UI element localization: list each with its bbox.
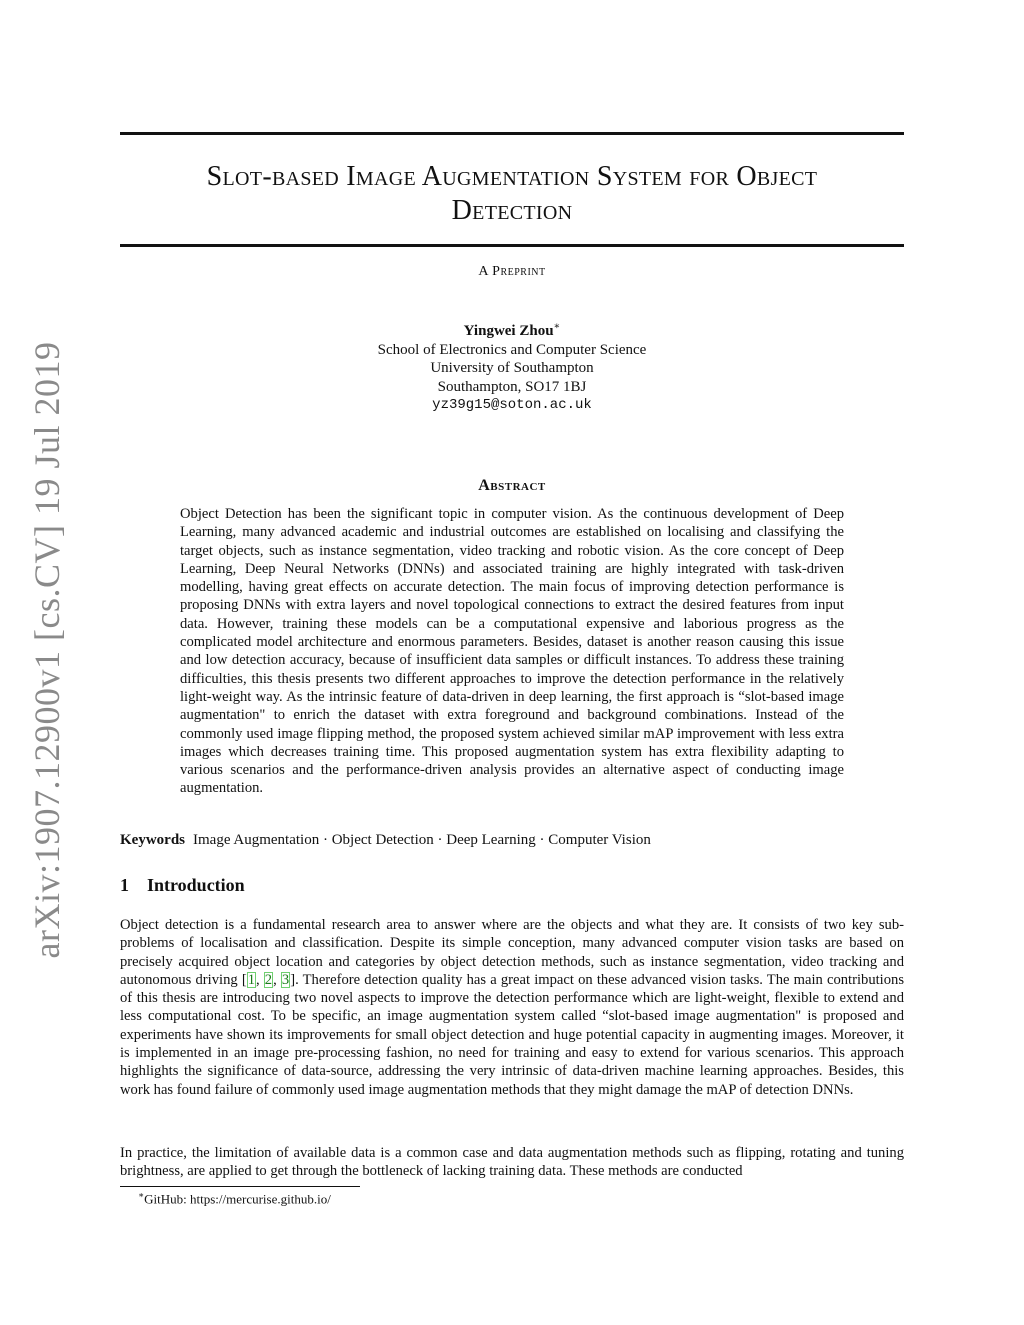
- footnote-rule: [120, 1186, 360, 1187]
- author-block: [120, 318, 904, 415]
- author-name: Yingwei Zhou: [463, 323, 554, 339]
- paper-title: [120, 160, 904, 228]
- author-department: School of Electronics and Computer Science: [377, 341, 647, 358]
- intro-p1-text-b: ]. Therefore detection quality has a great impact on these advanced vision tasks. The main contributions of this thesis are introducing two novel aspects to improve the detection performance which are light-weight, flexible to extend and less computational cost. To be specific, an image augmentation system called “slot-based image augmentation" is proposed and experiments have shown its improvements for small object detection and huge potential capacity in augmenting images. Moreover, it is implemented in an image pre-processing fashion, no need for training and easy to extend for various scenarios. This approach highlights the significance of data-source, addressing the very intrinsic of data-driven machine learning approaches. Besides, this work has found failure of commonly used image augmentation methods that they might damage the mAP of detection DNNs.: [120, 971, 904, 1098]
- intro-p1-text-a: Object detection is a fundamental research area to answer where are the objects and what they are. It consists of two key sub-problems of localisation and classification. Despite its simple conception, many advanced computer vision tasks are based on precisely acquired object location and categories by object detection methods, such as instance segmentation, video tracking and autonomous driving [: [120, 917, 904, 988]
- author-footnote-mark: ∗: [553, 321, 561, 332]
- keywords-text: Image Augmentation · Object Detection · Deep Learning · Computer Vision: [193, 832, 651, 848]
- abstract-heading: Abstract: [478, 477, 546, 494]
- citation-link-3[interactable]: 3: [281, 971, 290, 988]
- section-heading-introduction: [120, 875, 904, 896]
- section-number: 1: [120, 875, 129, 895]
- author-email[interactable]: yz39g15@soton.ac.uk: [432, 397, 592, 413]
- footnote-text[interactable]: GitHub: https://mercurise.github.io/: [144, 1191, 331, 1207]
- preprint-label: A Preprint: [478, 264, 546, 279]
- author-university: University of Southampton: [430, 360, 594, 376]
- intro-paragraph-2: In practice, the limitation of available data is a common case and data augmentation methods such as flipping, rotating and tuning brightness, are applied to get through the bottleneck of lacking training data. These methods are conducted: [120, 1145, 904, 1180]
- title-top-rule: [120, 132, 904, 135]
- citation-link-2[interactable]: 2: [264, 971, 273, 988]
- footnote: [138, 1190, 331, 1207]
- citation-link-1[interactable]: 1: [247, 971, 255, 988]
- keywords-line: [120, 832, 904, 849]
- footnote-mark: ∗: [138, 1190, 145, 1200]
- intro-paragraph-1: Object detection is a fundamental research area to answer where are the objects and what they are. It consists of two key sub-problems of localisation and classification. Despite its simple conception, many advanced computer vision tasks are based on precisely acquired object location and categories by object detection methods, such as instance segmentation, video tracking and autonomous driving [1, 2, 3]. Therefore detection quality has a great impact on these advanced vision tasks. The main contributions of this thesis are introducing two novel aspects to improve the detection performance which are light-weight, flexible to extend and less computational cost. To be specific, an image augmentation system called “slot-based image augmentation" is proposed and experiments have shown its improvements for small object detection and huge potential capacity in augmenting images. Moreover, it is implemented in an image pre-processing fashion, no need for training and easy to extend for various scenarios. This approach highlights the significance of data-source, addressing the very intrinsic of data-driven machine learning approaches. Besides, this work has found failure of commonly used image augmentation methods that they might damage the mAP of detection DNNs.: [120, 917, 904, 1098]
- title-line-2: Detection: [451, 195, 573, 226]
- title-bottom-rule: [120, 244, 904, 247]
- section-title: Introduction: [147, 875, 245, 895]
- keywords-label: Keywords: [120, 832, 185, 848]
- abstract-text: Object Detection has been the significant topic in computer vision. As the continuous development of Deep Learning, many advanced academic and industrial outcomes are established on localising and classifying the target objects, such as instance segmentation, video tracking and robotic vision. As the core concept of Deep Learning, Deep Neural Networks (DNNs) and associated training are highly integrated with task-driven modelling, having great effects on accurate detection. The main focus of improving detection performance is proposing DNNs with extra layers and novel topological connections to extract the desired features from input data. However, training these models can be a computational expensive and laborious progress as the complicated model architecture and enormous parameters. Besides, dataset is another reason causing this issue and low detection accuracy, because of insufficient data samples or difficult instances. To address these training difficulties, this thesis presents two different approaches to improve the detection performance in the relatively light-weight way. As the intrinsic feature of data-driven in deep learning, the first approach is “slot-based image augmentation" to enrich the dataset with extra foreground and background combinations. Instead of the commonly used image flipping method, the proposed system achieved similar mAP improvement with less extra images which decreases training time. This proposed augmentation system has extra flexibility adapting to various scenarios and the performance-driven analysis provides an alternative aspect of conducting image augmentation.: [180, 506, 844, 797]
- arxiv-sidebar-stamp: arXiv:1907.12900v1 [cs.CV] 19 Jul 2019: [27, 341, 67, 959]
- author-address: Southampton, SO17 1BJ: [437, 378, 587, 395]
- title-line-1: Slot-based Image Augmentation System for Object: [206, 161, 818, 192]
- author-name-line: [120, 318, 904, 341]
